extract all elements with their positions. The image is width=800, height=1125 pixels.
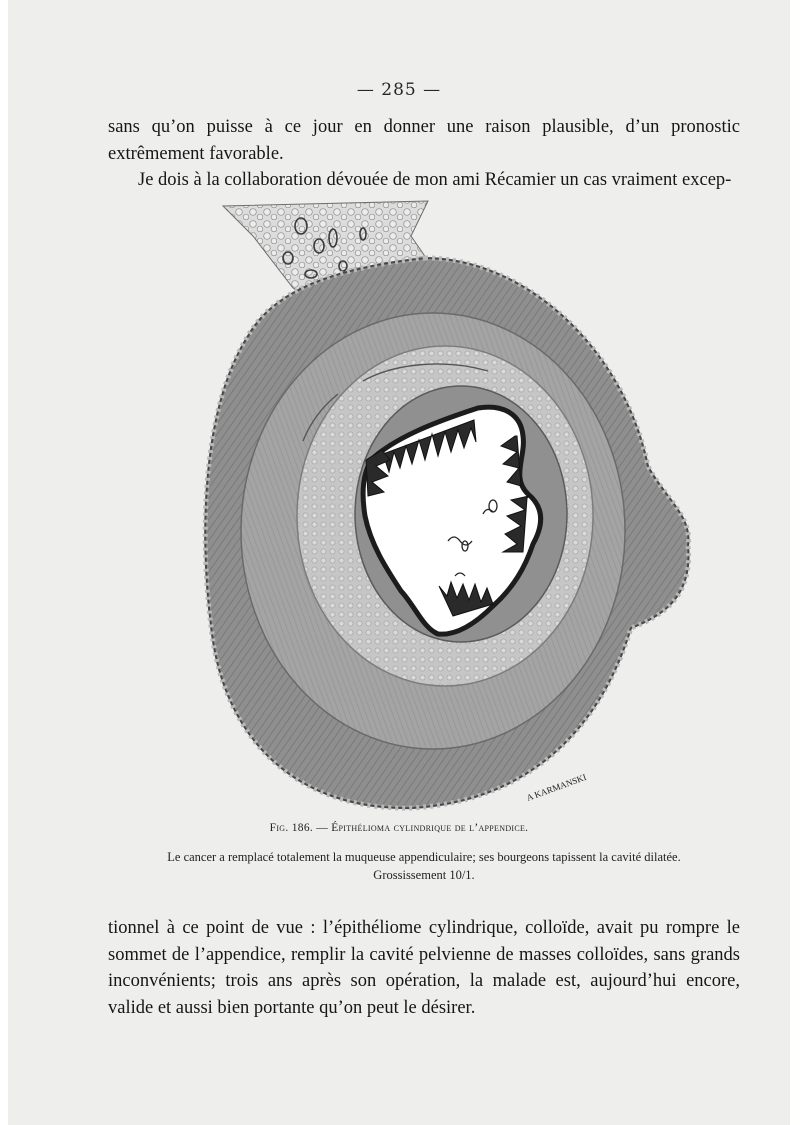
paragraph: Je dois à la collaboration dévouée de mon ami Récamier un cas vraiment excep- [138, 170, 732, 190]
caption-line: Grossissement 10/1. [373, 868, 475, 882]
figure-caption [108, 848, 740, 884]
caption-line: Le cancer a remplacé totalement la muqueuse appendiculaire; ses bourgeons tapissent la cavité dilatée. [167, 850, 681, 864]
top-text-block [108, 114, 740, 194]
histology-figure [193, 196, 723, 821]
paragraph: sans qu’on puisse à ce jour en donner une raison plausible, d’un pronostic extrêmement favorable. [108, 117, 740, 164]
artist-signature: A KARMANSKI [525, 772, 588, 803]
appendix-cross-section-illustration [193, 196, 723, 821]
page-number: — 285 — [356, 80, 442, 100]
paragraph: tionnel à ce point de vue : l’épithéliome cylindrique, colloïde, avait pu rompre le sommet de l’appendice, remplir la cavité pelvienne de masses colloïdes, sans grands inconvénients; trois ans après son opération, la malade est, aujourd’hui encore, valide et aussi bien portante qu’on peut le désirer. [108, 918, 740, 1018]
bottom-text-block [108, 915, 740, 1021]
figure-caption-title: Fig. 186. — Épithélioma cylindrique de l’appendice. [269, 822, 529, 834]
book-page [8, 0, 790, 1125]
